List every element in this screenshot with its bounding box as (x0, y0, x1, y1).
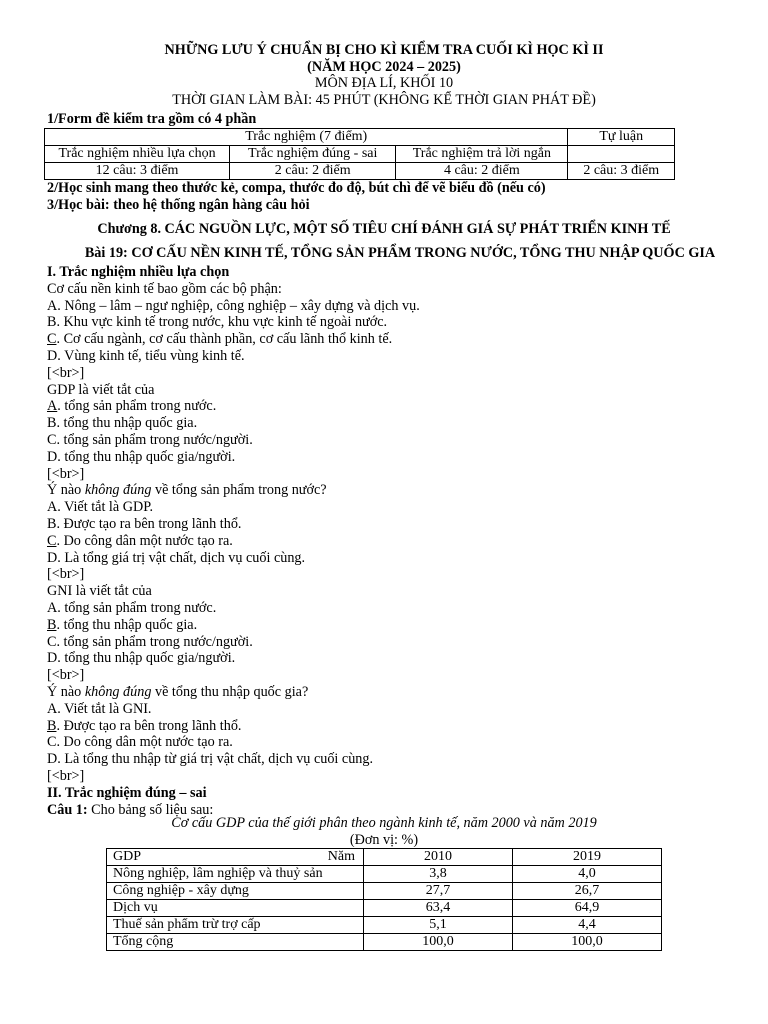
gdp-row-value: 3,8 (364, 866, 513, 883)
table-row (107, 900, 662, 917)
answer-option: B. Được tạo ra bên trong lãnh thổ. (47, 515, 242, 532)
gdp-table-corner-cell (107, 849, 364, 866)
answer-option-correct (47, 533, 727, 550)
gdp-row-value: 26,7 (513, 883, 662, 900)
gdp-header-left: GDP (113, 849, 142, 864)
stem-text: Ý nào (47, 683, 85, 700)
gdp-row-value: 4,0 (513, 866, 662, 883)
score-table-val: 2 câu: 2 điểm (230, 163, 396, 180)
document-header (0, 42, 768, 108)
header-duration: THỜI GIAN LÀM BÀI: 45 PHÚT (KHÔNG KỂ THỜI GIAN PHÁT ĐỀ) (172, 91, 596, 108)
score-table (44, 128, 675, 180)
answer-option-correct (47, 331, 727, 348)
gdp-row-value: 100,0 (513, 934, 662, 951)
gdp-row-label: Dịch vụ (107, 900, 364, 917)
answer-text: . Do công dân một nước tạo ra. (56, 532, 233, 549)
gdp-table-header-row (107, 849, 662, 866)
answer-option: B. Khu vực kinh tế trong nước, khu vực kinh tế ngoài nước. (47, 314, 388, 331)
stem-text: Cho bảng số liệu sau: (87, 801, 214, 818)
answer-text: . tổng sản phẩm trong nước. (57, 398, 217, 415)
score-table-val: 12 câu: 3 điểm (45, 163, 230, 180)
gdp-row-value: 5,1 (364, 917, 513, 934)
question-separator: [<br>] (47, 667, 85, 684)
stem-emphasis: không đúng (84, 482, 152, 499)
note-tools: 2/Học sinh mang theo thước kẻ, compa, thước đo độ, bút chì để vẽ biểu đồ (nếu có) (47, 180, 546, 196)
gdp-row-value: 63,4 (364, 900, 513, 917)
answer-option-correct (47, 617, 727, 634)
answer-text: . Được tạo ra bên trong lãnh thổ. (56, 717, 242, 734)
section-heading: I. Trắc nghiệm nhiều lựa chọn (47, 264, 230, 280)
stem-text: về tổng thu nhập quốc gia? (151, 683, 309, 700)
score-table-tl-header: Tự luận (568, 129, 675, 146)
header-subject: MÔN ĐỊA LÍ, KHỐI 10 (314, 75, 454, 91)
correct-letter: A (47, 398, 58, 415)
note-study: 3/Học bài: theo hệ thống ngân hàng câu hỏi (47, 197, 310, 213)
answer-option: C. tổng sản phẩm trong nước/người. (47, 431, 253, 448)
lesson-heading: Bài 19: CƠ CẤU NỀN KINH TẾ, TỔNG SẢN PHẨM TRONG NƯỚC, TỔNG THU NHẬP QUỐC GIA (84, 245, 716, 261)
answer-option: D. Là tổng thu nhập từ giá trị vật chất, dịch vụ cuối cùng. (47, 751, 374, 768)
score-table-col: Trắc nghiệm đúng - sai (230, 146, 396, 163)
gdp-row-label: Thuế sản phẩm trừ trợ cấp (107, 917, 364, 934)
question-separator: [<br>] (47, 465, 85, 482)
correct-letter: B (47, 717, 57, 734)
correct-letter: C (47, 331, 57, 348)
score-table-tn-header: Trắc nghiệm (7 điểm) (45, 129, 568, 146)
gdp-row-value: 27,7 (364, 883, 513, 900)
answer-option: C. tổng sản phẩm trong nước/người. (47, 633, 253, 650)
question-number: Câu 1: (47, 801, 88, 818)
gdp-table-unit: (Đơn vị: %) (349, 832, 419, 848)
gdp-row-value: 100,0 (364, 934, 513, 951)
answer-option: A. tổng sản phẩm trong nước. (47, 599, 217, 616)
section-heading: II. Trắc nghiệm đúng – sai (47, 784, 207, 801)
answer-option-correct (47, 718, 727, 735)
answer-option: A. Nông – lâm – ngư nghiệp, công nghiệp – xây dựng và dịch vụ. (47, 297, 420, 314)
question-body (47, 264, 727, 818)
header-title: NHỮNG LƯU Ý CHUẨN BỊ CHO KÌ KIỂM TRA CUỐI KÌ HỌC KÌ II (164, 42, 604, 58)
correct-letter: C (47, 532, 57, 549)
answer-option: B. tổng thu nhập quốc gia. (47, 415, 198, 432)
stem-emphasis: không đúng (84, 683, 152, 700)
gdp-header-mid: Năm (327, 849, 355, 864)
question-stem (47, 684, 727, 701)
question-separator: [<br>] (47, 767, 85, 784)
question-stem: GNI là viết tắt của (47, 583, 152, 600)
answer-text: . tổng thu nhập quốc gia. (56, 616, 198, 633)
score-table-val: 4 câu: 2 điểm (396, 163, 568, 180)
score-table-col (568, 146, 675, 163)
answer-option: D. Là tổng giá trị vật chất, dịch vụ cuối cùng. (47, 549, 306, 566)
gdp-row-value: 64,9 (513, 900, 662, 917)
table-row (107, 866, 662, 883)
score-table-col: Trắc nghiệm trả lời ngắn (396, 146, 568, 163)
question-separator: [<br>] (47, 566, 85, 583)
answer-option: A. Viết tắt là GNI. (47, 700, 152, 717)
answer-option: A. Viết tắt là GDP. (47, 499, 154, 516)
gdp-row-value: 4,4 (513, 917, 662, 934)
answer-text: . Cơ cấu ngành, cơ cấu thành phần, cơ cấu lãnh thổ kinh tế. (56, 331, 393, 348)
question-separator: [<br>] (47, 364, 85, 381)
question-stem: Cơ cấu nền kinh tế bao gồm các bộ phận: (47, 280, 282, 297)
table-row (107, 917, 662, 934)
answer-option: D. tổng thu nhập quốc gia/người. (47, 650, 236, 667)
table-row (107, 883, 662, 900)
answer-option: D. Vùng kinh tế, tiểu vùng kinh tế. (47, 347, 245, 364)
question-stem: GDP là viết tắt của (47, 381, 155, 398)
header-school-year: (NĂM HỌC 2024 – 2025) (307, 58, 461, 75)
note-exam-format: 1/Form đề kiểm tra gồm có 4 phần (47, 111, 257, 127)
gdp-row-label: Tổng cộng (107, 934, 364, 951)
stem-text: Ý nào (47, 482, 85, 499)
answer-option: C. Do công dân một nước tạo ra. (47, 734, 233, 751)
stem-text: về tổng sản phẩm trong nước? (151, 482, 327, 499)
gdp-row-label: Nông nghiệp, lâm nghiệp và thuỷ sản (107, 866, 364, 883)
chapter-heading: Chương 8. CÁC NGUỒN LỰC, MỘT SỐ TIÊU CHÍ ĐÁNH GIÁ SỰ PHÁT TRIỂN KINH TẾ (97, 221, 671, 237)
gdp-header-year: 2010 (364, 849, 513, 866)
score-table-col: Trắc nghiệm nhiều lựa chọn (45, 146, 230, 163)
score-table-val: 2 câu: 3 điểm (568, 163, 675, 180)
answer-option: D. tổng thu nhập quốc gia/người. (47, 448, 236, 465)
gdp-row-label: Công nghiệp - xây dựng (107, 883, 364, 900)
question-stem (47, 482, 727, 499)
gdp-header-year: 2019 (513, 849, 662, 866)
answer-option-correct (47, 398, 727, 415)
table-row (107, 934, 662, 951)
gdp-table (106, 848, 662, 951)
correct-letter: B (47, 616, 57, 633)
gdp-table-title: Cơ cấu GDP của thế giới phân theo ngành kinh tế, năm 2000 và năm 2019 (171, 815, 597, 831)
